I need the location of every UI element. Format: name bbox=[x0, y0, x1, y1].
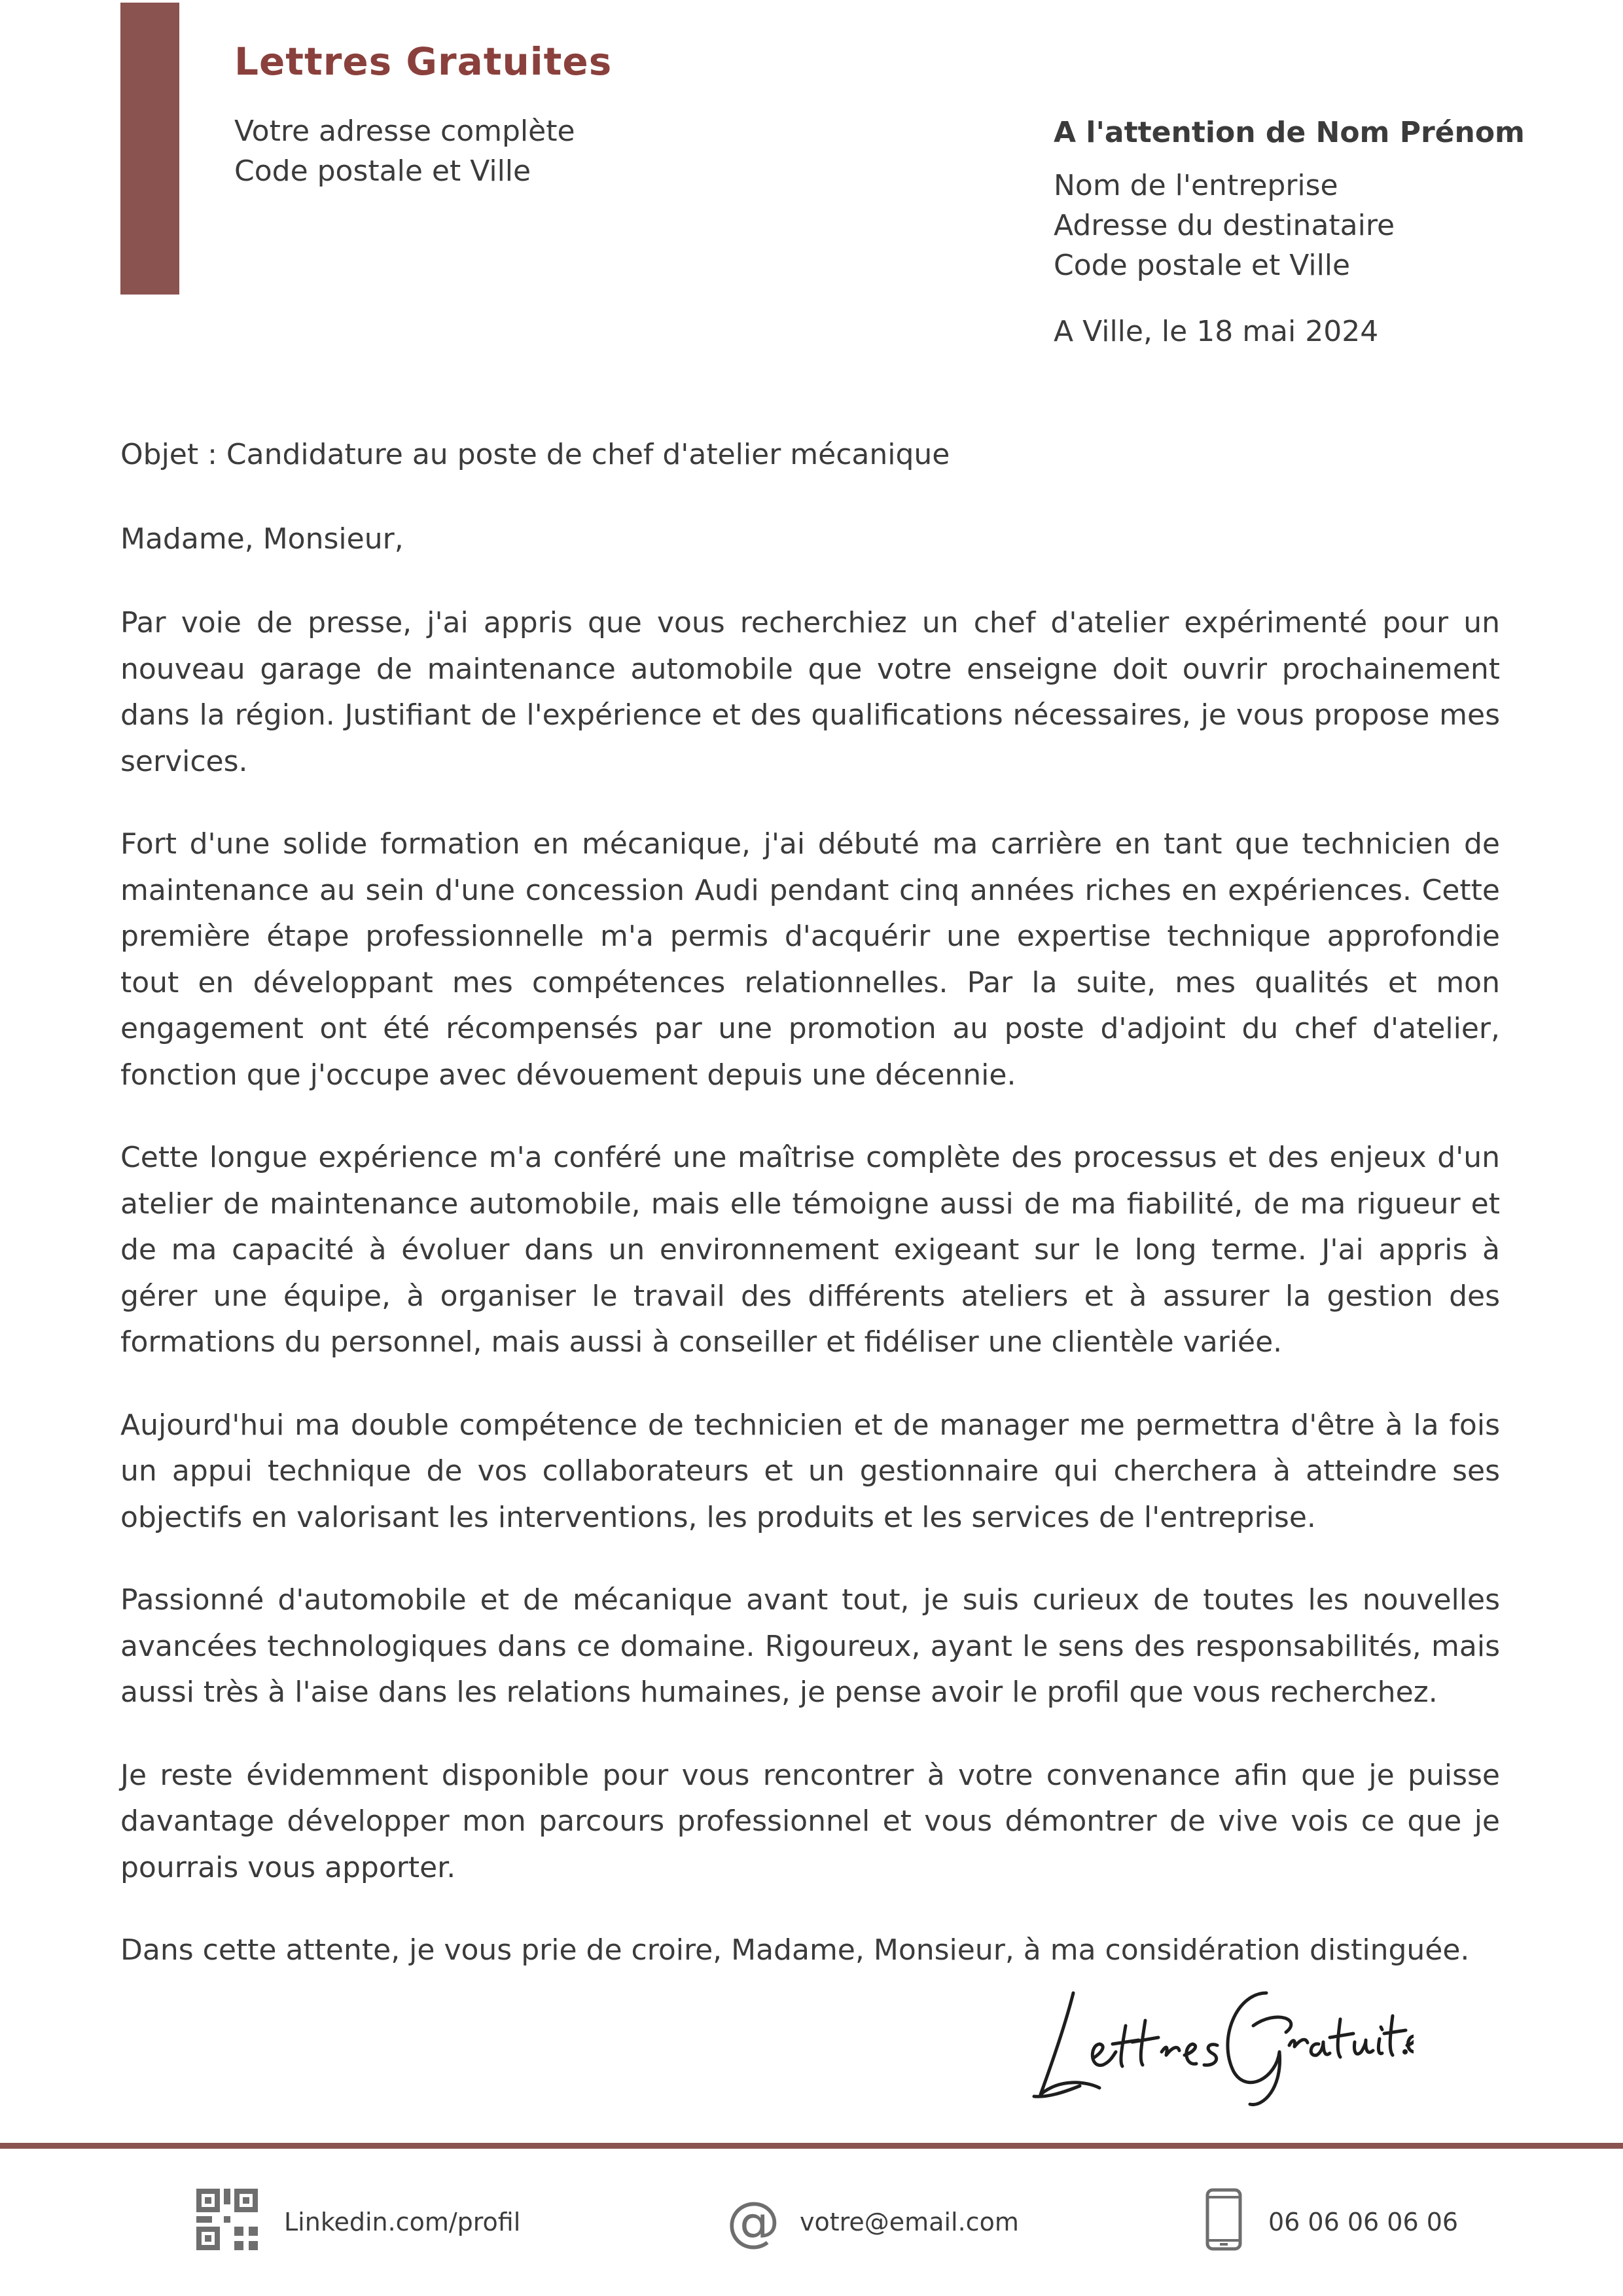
letter-salutation: Madame, Monsieur, bbox=[120, 522, 404, 556]
footer-email bbox=[726, 2189, 1019, 2255]
letter-paragraph: Fort d'une solide formation en mécanique, j'ai débuté ma carrière en tant que technicien de maintenance au sein d'une concession Audi pendant cinq années riches en expériences. Cette première étape professionnelle m'a permis d'acquérir une expertise technique approfondie tout en développant mes compétences relationnelles. Par la suite, mes qualités et mon engagement ont été récompensés par une promotion au poste d'adjoint du chef d'atelier, fonction que j'occupe avec dévouement depuis une décennie. bbox=[120, 827, 1500, 1092]
accent-bar bbox=[120, 3, 179, 295]
letter-subject: Objet : Candidature au poste de chef d'atelier mécanique bbox=[120, 438, 950, 471]
letter-paragraph: Cette longue expérience m'a conféré une maîtrise complète des processus et des enjeux d'un atelier de maintenance automobile, mais elle témoigne aussi de ma fiabilité, de ma rigueur et de ma capacité à évoluer dans un environnement exigeant sur le long terme. J'ai appris à gérer une équipe, à organiser le travail des différents ateliers et à assurer la gestion des formations du personnel, mais aussi à conseiller et fidéliser une clientèle variée. bbox=[120, 1141, 1500, 1359]
footer-divider bbox=[0, 2143, 1623, 2149]
phone-number[interactable]: 06 06 06 06 06 bbox=[1268, 2208, 1459, 2236]
linkedin-link[interactable]: Linkedin.com/profil bbox=[284, 2208, 521, 2236]
letter-body bbox=[120, 432, 1500, 2011]
mobile-phone-icon bbox=[1205, 2188, 1242, 2257]
footer-phone bbox=[1205, 2189, 1458, 2255]
sender-address-line2: Code postale et Ville bbox=[234, 154, 531, 188]
letter-closing: Dans cette attente, je vous prie de croire, Madame, Monsieur, à ma considération distinguée. bbox=[120, 1933, 1470, 1967]
footer-linkedin bbox=[196, 2189, 520, 2255]
qr-code-icon bbox=[196, 2189, 258, 2256]
recipient-address: Adresse du destinataire bbox=[1054, 209, 1395, 242]
recipient-company: Nom de l'entreprise bbox=[1054, 169, 1338, 202]
recipient-city: Code postale et Ville bbox=[1054, 249, 1351, 282]
sender-address-line1: Votre adresse complète bbox=[234, 115, 575, 148]
sender-name: Lettres Gratuites bbox=[234, 39, 613, 84]
handwritten-signature bbox=[1027, 1947, 1414, 2117]
letter-paragraph: Par voie de presse, j'ai appris que vous recherchiez un chef d'atelier expérimenté pour un nouveau garage de maintenance automobile que votre enseigne doit ouvrir prochainement dans la région. Justifiant de l'expérience et des qualifications nécessaires, je vous propose mes services. bbox=[120, 606, 1500, 778]
letter-date: A Ville, le 18 mai 2024 bbox=[1054, 315, 1379, 348]
letter-paragraph: Passionné d'automobile et de mécanique avant tout, je suis curieux de toutes les nouvelles avancées technologiques dans ce domaine. Rigoureux, ayant le sens des responsabilités, mais aussi très à l'aise dans les relations humaines, je pense avoir le profil que vous recherchez. bbox=[120, 1583, 1500, 1709]
recipient-attention: A l'attention de Nom Prénom bbox=[1054, 116, 1525, 149]
sender-address bbox=[234, 111, 575, 191]
letter-paragraph: Aujourd'hui ma double compétence de technicien et de manager me permettra d'être à la fois un appui technique de vos collaborateurs et un gestionnaire qui cherchera à atteindre ses objectifs en valorisant les interventions, les produits et les services de l'entreprise. bbox=[120, 1408, 1500, 1534]
at-sign-icon: @ bbox=[726, 2191, 780, 2253]
letter-paragraph: Je reste évidemment disponible pour vous rencontrer à votre convenance afin que je puisse davantage développer mon parcours professionnel et vous démontrer de vive vois ce que je pourrais vous apporter. bbox=[120, 1758, 1500, 1884]
email-link[interactable]: votre@email.com bbox=[800, 2208, 1019, 2236]
recipient-block bbox=[1054, 113, 1525, 351]
